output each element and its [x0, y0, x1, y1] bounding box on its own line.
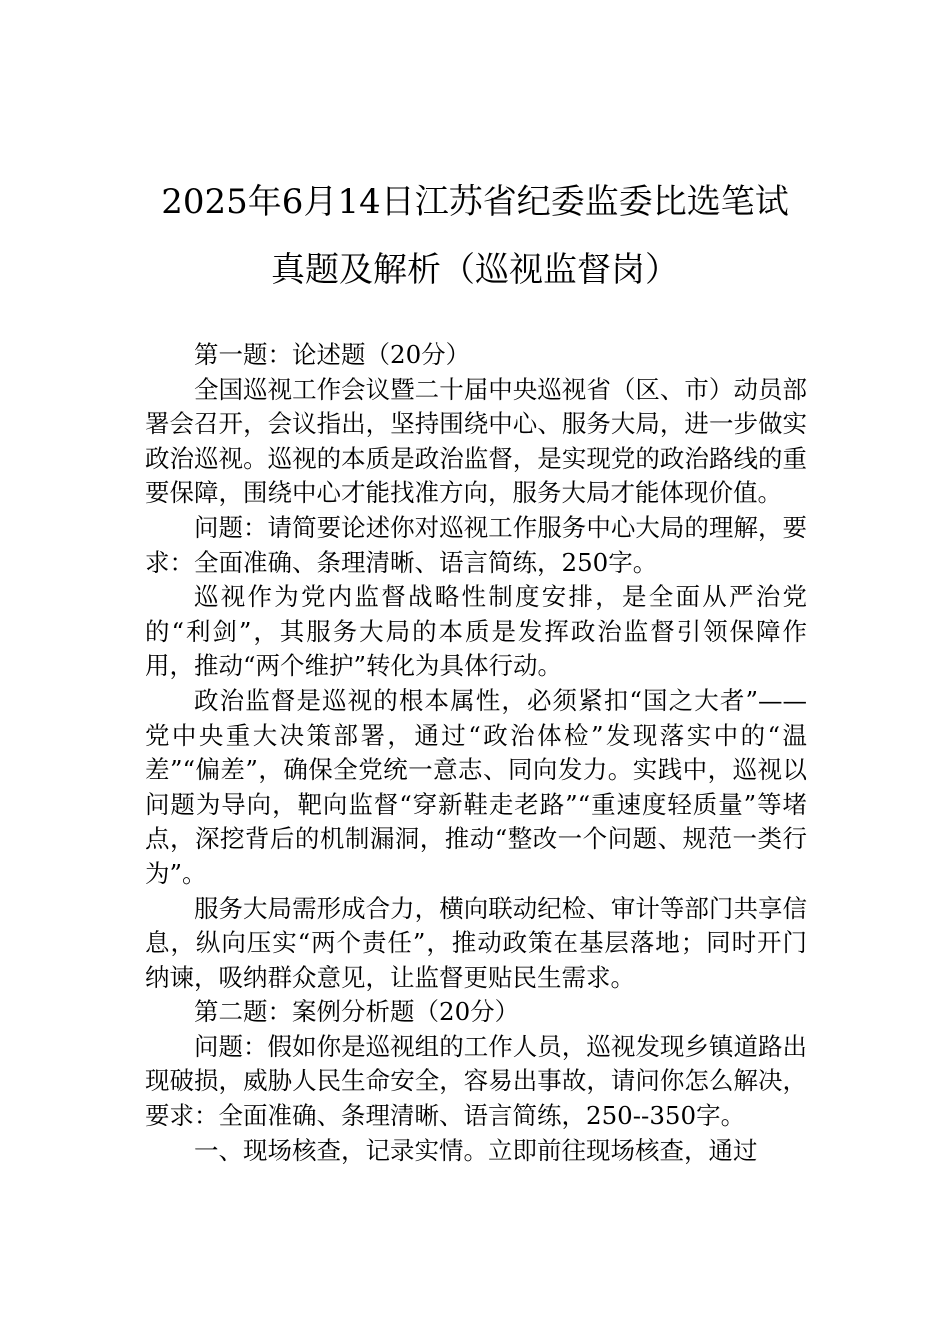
question-1-prompt: 问题：请简要论述你对巡视工作服务中心大局的理解，要求：全面准确、条理清晰、语言简练，250字。	[145, 512, 807, 577]
answer-1-paragraph: 服务大局需形成合力，横向联动纪检、审计等部门共享信息，纵向压实“两个责任”，推动政策在基层落地；同时开门纳谏，吸纳群众意见，让监督更贴民生需求。	[145, 893, 807, 992]
question-2-heading: 第二题：案例分析题（20分）	[194, 997, 520, 1027]
answer-2-paragraph: 一、现场核查，记录实情。立即前往现场核查，通过	[194, 1135, 758, 1165]
question-1-heading: 第一题：论述题（20分）	[194, 340, 471, 369]
document-title-line-1: 2025年6月14日江苏省纪委监委比选笔试	[161, 182, 789, 222]
question-2-prompt: 问题：假如你是巡视组的工作人员，巡视发现乡镇道路出现破损，威胁人民生命安全，容易出事故，请问你怎么解决，要求：全面准确、条理清晰、语言简练，250--350字。	[145, 1031, 807, 1131]
document-title-line-2: 真题及解析（巡视监督岗）	[271, 250, 679, 290]
question-1-background: 全国巡视工作会议暨二十届中央巡视省（区、市）动员部署会召开，会议指出，坚持围绕中心、服务大局，进一步做实政治巡视。巡视的本质是政治监督，是实现党的政治路线的重要保障，围绕中心才能找准方向，服务大局才能体现价值。	[145, 374, 807, 508]
answer-1-paragraph: 政治监督是巡视的根本属性，必须紧扣“国之大者”——党中央重大决策部署，通过“政治体检”发现落实中的“温差”“偏差”，确保全党统一意志、同向发力。实践中，巡视以问题为导向，靶向监督“穿新鞋走老路”“重速度轻质量”等堵点，深挖背后的机制漏洞，推动“整改一个问题、规范一类行为”。	[145, 685, 807, 888]
answer-1-paragraph: 巡视作为党内监督战略性制度安排，是全面从严治党的“利剑”，其服务大局的本质是发挥政治监督引领保障作用，推动“两个维护”转化为具体行动。	[145, 582, 807, 681]
document-body	[145, 338, 807, 1168]
